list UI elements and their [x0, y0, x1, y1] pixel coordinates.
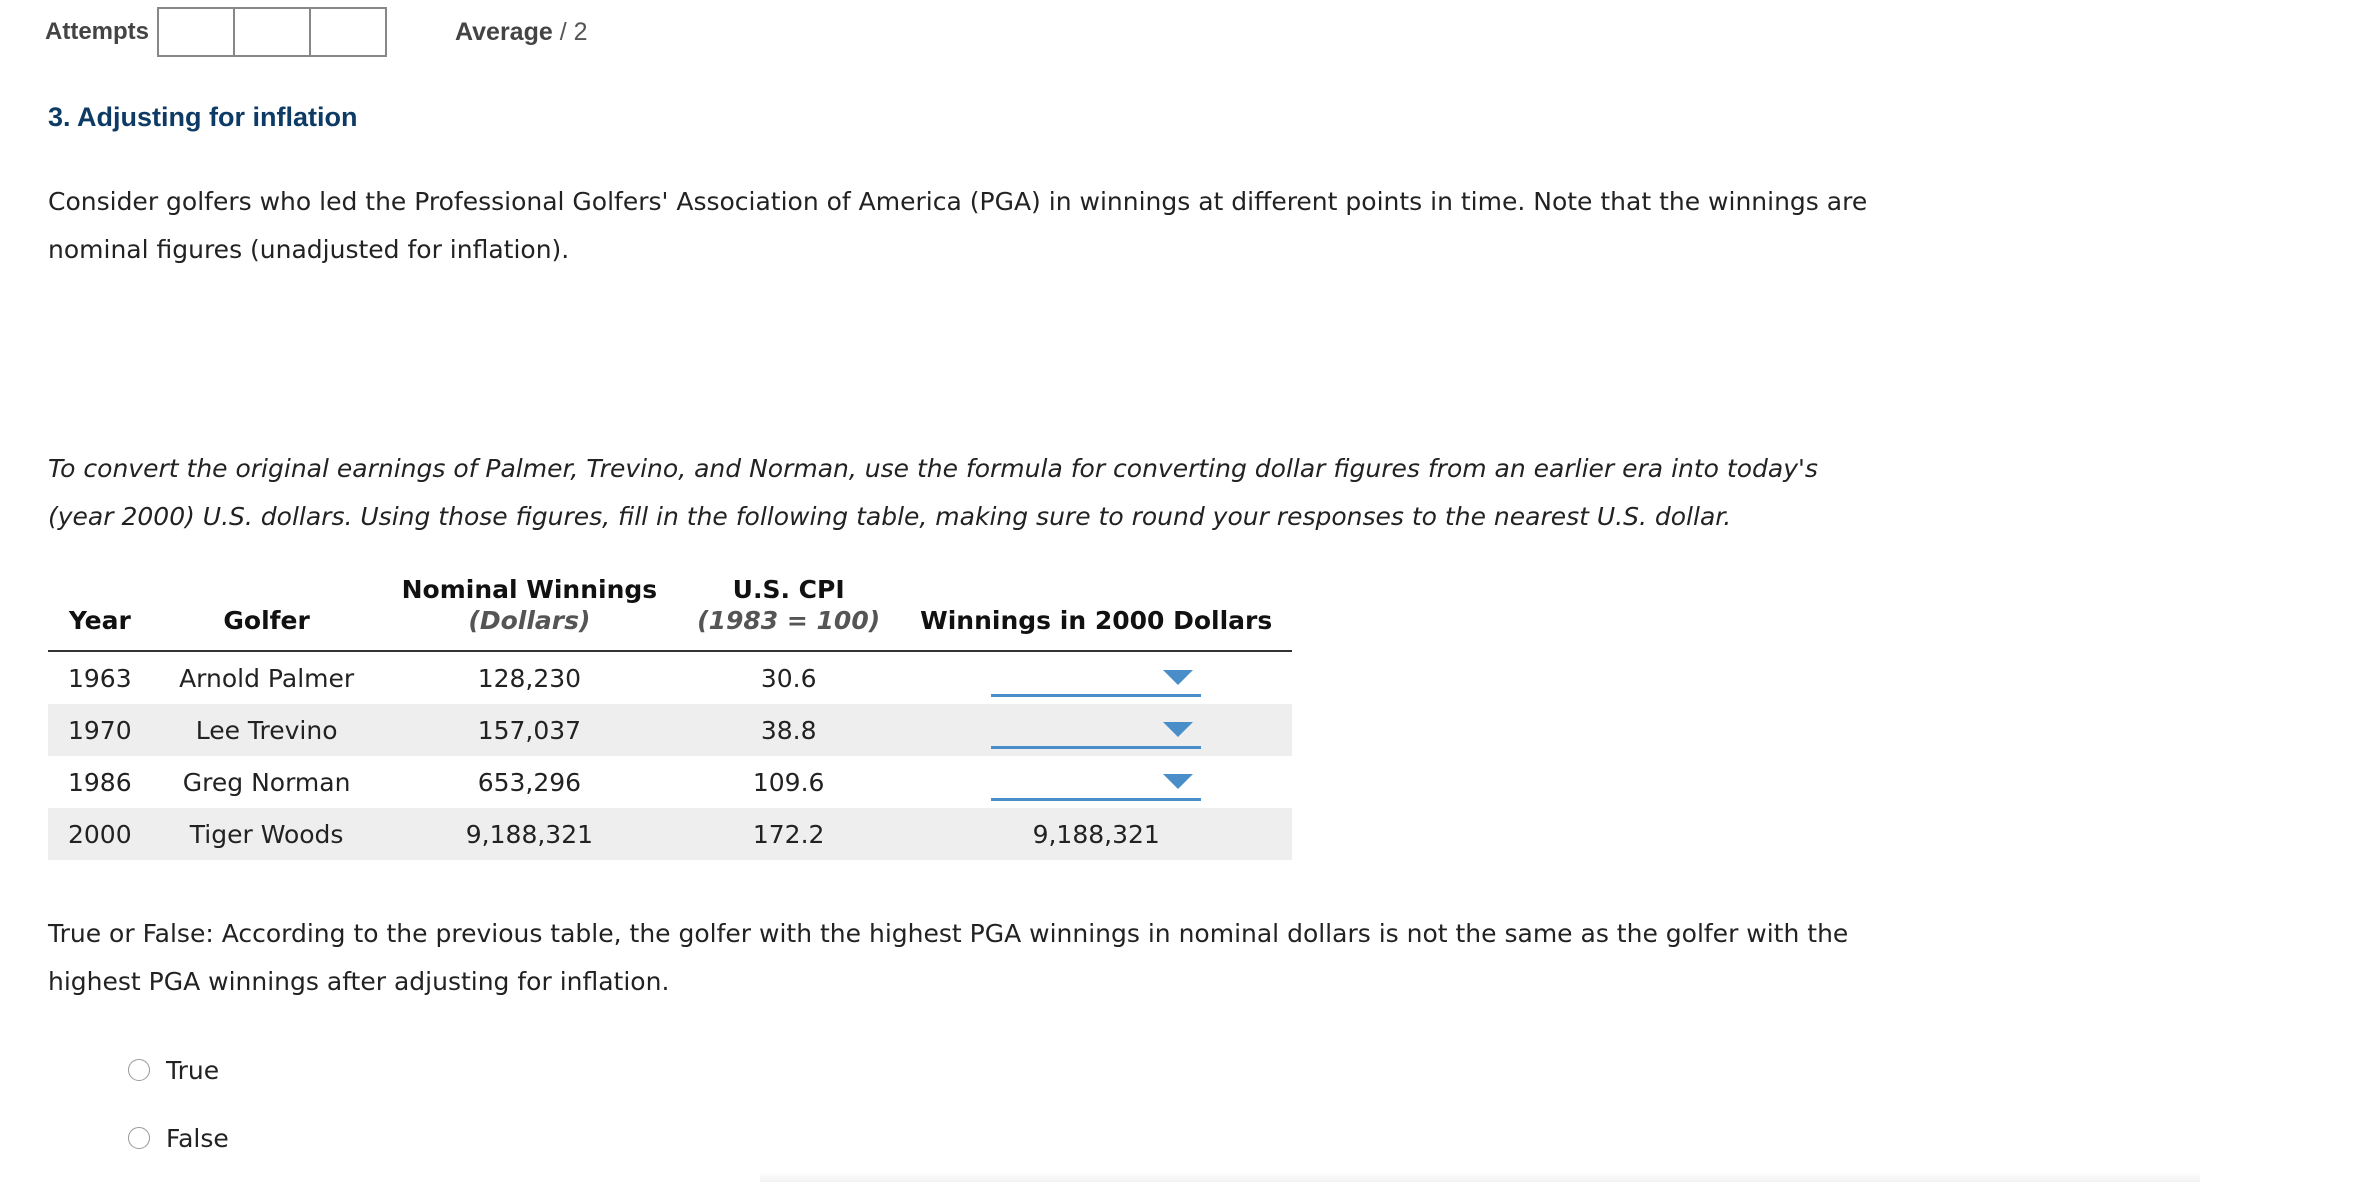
header-golfer-blank	[152, 560, 382, 606]
header-cpi: U.S. CPI	[732, 575, 845, 604]
cell-winnings-2000	[900, 704, 1292, 756]
answer-options	[128, 1048, 229, 1184]
true-false-question: True or False: According to the previous table, the golfer with the highest PGA winnings in nominal dollars is not the same as the golfer with the highest PGA winnings after adjusting for inflation.	[48, 919, 1849, 996]
table-row	[48, 808, 1292, 860]
header-cpi-sub: (1983 = 100)	[677, 606, 900, 651]
intro-paragraph: Consider golfers who led the Professional Golfers' Association of America (PGA) in winnings at different points in time. Note that the winnings are nominal figures (unadjusted for inflation).	[48, 187, 1868, 264]
average-score	[455, 18, 588, 47]
winnings-dropdown-trevino[interactable]	[991, 712, 1201, 749]
cell-nominal: 9,188,321	[382, 808, 678, 860]
cell-winnings-2000-value: 9,188,321	[900, 808, 1292, 860]
cell-nominal: 128,230	[477, 663, 582, 693]
table-row	[48, 704, 1292, 756]
attempts-bar	[45, 6, 588, 58]
cell-cpi: 172.2	[677, 808, 900, 860]
header-year: Year	[48, 606, 152, 651]
average-label: Average	[455, 17, 553, 46]
header-nominal-sub: (Dollars)	[382, 606, 678, 651]
cell-winnings-2000	[900, 756, 1292, 808]
attempt-box-3	[309, 7, 387, 57]
caret-down-icon	[1163, 774, 1193, 789]
section-title: 3. Adjusting for inflation	[48, 102, 358, 132]
header-win-blank	[900, 560, 1292, 606]
cell-cpi: 30.6	[760, 663, 817, 693]
cell-golfer: Greg Norman	[182, 767, 351, 797]
cell-year: 1963	[68, 663, 132, 693]
cell-nominal: 157,037	[382, 704, 678, 756]
table-row	[48, 651, 1292, 704]
attempt-boxes	[157, 7, 385, 57]
cell-year: 1970	[48, 704, 152, 756]
header-year-blank	[48, 560, 152, 606]
caret-down-icon	[1163, 670, 1193, 685]
option-true-label: True	[166, 1055, 220, 1085]
instructions-paragraph: To convert the original earnings of Palmer, Trevino, and Norman, use the formula for converting dollar figures from an earlier era into today's (year 2000) U.S. dollars. Using those figures, fill in the following table, making sure to round your responses to the nearest U.S. dollar.	[48, 454, 1818, 531]
option-false-label: False	[166, 1123, 229, 1153]
header-nominal: Nominal Winnings	[401, 575, 658, 604]
radio-false[interactable]	[128, 1127, 150, 1149]
footer-shadow	[760, 1172, 2200, 1182]
golfer-winnings-table	[48, 560, 1292, 860]
cell-golfer: Lee Trevino	[152, 704, 382, 756]
cell-golfer: Arnold Palmer	[179, 663, 355, 693]
cell-year: 1986	[68, 767, 132, 797]
cell-golfer: Tiger Woods	[152, 808, 382, 860]
cell-year: 2000	[48, 808, 152, 860]
radio-true[interactable]	[128, 1059, 150, 1081]
table-row	[48, 756, 1292, 808]
cell-cpi: 38.8	[677, 704, 900, 756]
header-winnings-2000: Winnings in 2000 Dollars	[900, 606, 1292, 651]
cell-nominal: 653,296	[477, 767, 582, 797]
caret-down-icon	[1163, 722, 1193, 737]
average-value: / 2	[559, 17, 588, 46]
attempt-box-1	[157, 7, 235, 57]
cell-winnings-2000	[900, 651, 1292, 704]
option-false[interactable]	[128, 1116, 229, 1160]
attempt-box-2	[233, 7, 311, 57]
winnings-dropdown-palmer[interactable]	[991, 660, 1201, 697]
header-golfer: Golfer	[152, 606, 382, 651]
attempts-label: Attempts	[45, 18, 150, 45]
cell-cpi: 109.6	[752, 767, 825, 797]
option-true[interactable]	[128, 1048, 229, 1092]
winnings-dropdown-norman[interactable]	[991, 764, 1201, 801]
